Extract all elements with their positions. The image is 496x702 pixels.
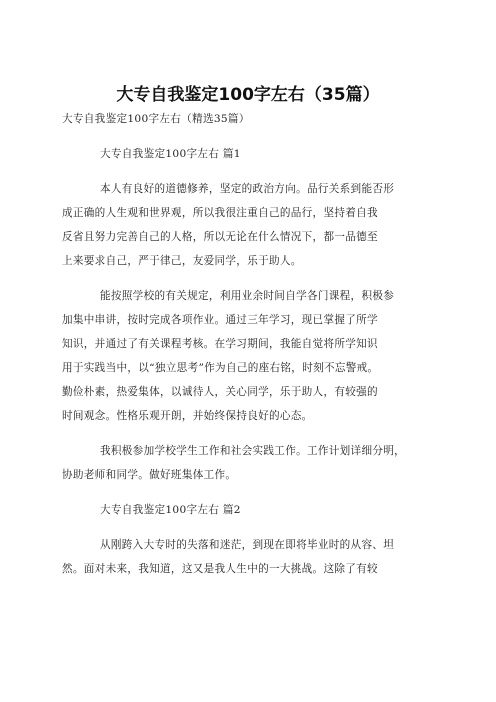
paragraph-line: 协助老师和同学。做好班集体工作。 bbox=[62, 469, 237, 481]
section-2-heading: 大专自我鉴定100字左右 篇2 bbox=[100, 504, 241, 516]
paragraph-line: 从刚跨入大专时的失落和迷茫，到现在即将毕业时的从容、坦 bbox=[100, 539, 395, 551]
paragraph-line: 勤俭朴素，热爱集体，以诚待人，关心同学，乐于助人，有较强的 bbox=[62, 386, 378, 398]
paragraph-line: 上来要求自己，严于律己，友爱同学，乐于助人。 bbox=[62, 255, 302, 267]
paragraph-line: 加集中串讲，按时完成各项作业。通过三年学习，现已掌握了所学 bbox=[62, 314, 378, 326]
paragraph-line: 时间观念。性格乐观开朗，并始终保持良好的心态。 bbox=[62, 410, 313, 422]
paragraph-line: 本人有良好的道德修养，坚定的政治方向。品行关系到能否形 bbox=[100, 183, 395, 195]
paragraph-line: 我积极参加学校学生工作和社会实践工作。工作计划详细分明， bbox=[100, 445, 406, 457]
paragraph-line: 用于实践当中，以“独立思考”作为自己的座右铭，时刻不忘警戒。 bbox=[62, 362, 379, 374]
paragraph-line: 能按照学校的有关规定，利用业余时间自学各门课程，积极参 bbox=[100, 290, 395, 302]
paragraph-line: 反省且努力完善自己的人格，所以无论在什么情况下，都一品德至 bbox=[62, 231, 378, 243]
document-title: 大专自我鉴定100字左右（35篇） bbox=[116, 85, 380, 105]
paragraph-line: 然。面对未来，我知道，这又是我人生中的一大挑战。这除了有较 bbox=[62, 563, 378, 575]
document-subtitle: 大专自我鉴定100字左右（精选35篇） bbox=[62, 113, 250, 125]
section-1-heading: 大专自我鉴定100字左右 篇1 bbox=[100, 148, 241, 160]
paragraph-line: 成正确的人生观和世界观，所以我很注重自己的品行，坚持着自我 bbox=[62, 207, 378, 219]
paragraph-line: 知识，并通过了有关课程考核。在学习期间，我能自觉将所学知识 bbox=[62, 338, 378, 350]
